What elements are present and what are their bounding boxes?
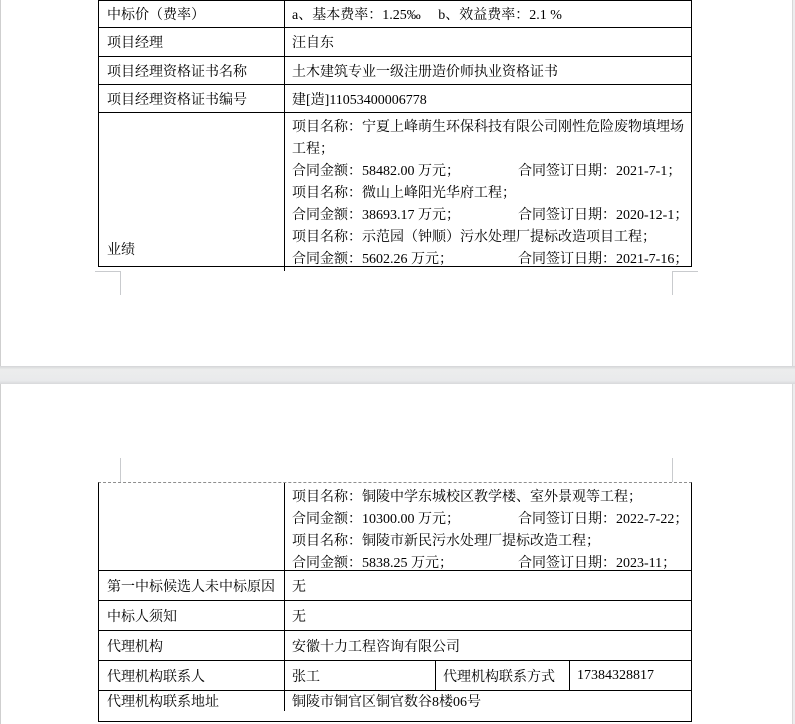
row-label: 中标价（费率） <box>99 1 285 27</box>
address-row <box>99 691 691 711</box>
performance-entries <box>285 483 692 570</box>
performance-line: 项目名称：示范园（钟顺）污水处理厂提标改造项目工程； <box>292 230 656 245</box>
contract-amount: 合同金额：5602.26 万元； <box>292 252 453 267</box>
row-value: 汪自东 <box>292 36 334 51</box>
performance-line: 项目名称：微山上峰阳光华府工程； <box>292 186 516 201</box>
table-row <box>99 57 691 85</box>
table-row <box>99 601 691 631</box>
performance-line: 项目名称：宁夏上峰萌生环保科技有限公司刚性危险废物填埋场 <box>292 120 684 135</box>
row-value: 土木建筑专业一级注册造价师执业资格证书 <box>292 64 558 80</box>
performance-line <box>292 509 688 531</box>
contract-amount: 合同金额：58482.00 万元； <box>292 164 460 179</box>
row-label: 代理机构 <box>99 631 285 660</box>
row-label: 代理机构联系方式 <box>436 661 570 690</box>
performance-row-continued <box>99 483 691 571</box>
table-row <box>99 28 691 57</box>
row-label-empty <box>99 483 285 570</box>
performance-line <box>292 161 688 183</box>
contract-amount: 合同金额：10300.00 万元； <box>292 512 460 527</box>
row-value: 铜陵市铜官区铜官数谷8楼06号 <box>292 695 481 710</box>
performance-line: 项目名称：铜陵中学东城校区教学楼、室外景观等工程； <box>292 490 642 505</box>
table-row <box>99 631 691 661</box>
contract-date: 合同签订日期：2021-7-1； <box>518 164 682 179</box>
row-label: 代理机构联系地址 <box>99 691 285 711</box>
table-row <box>99 571 691 601</box>
margin-corner-mark <box>120 458 121 482</box>
row-label: 第一中标候选人未中标原因 <box>99 571 285 600</box>
row-label: 业绩 <box>99 113 285 271</box>
row-label: 中标人须知 <box>99 601 285 630</box>
contact-name: 张工 <box>285 661 436 690</box>
contract-amount: 合同金额：5838.25 万元； <box>292 556 453 571</box>
table-row <box>99 85 691 113</box>
margin-corner-mark <box>120 271 121 295</box>
contact-row <box>99 661 691 691</box>
performance-row <box>99 113 691 271</box>
row-value: 无 <box>292 579 306 595</box>
performance-line: 项目名称：铜陵市新民污水处理厂提标改造工程； <box>292 534 600 549</box>
performance-line <box>292 205 688 227</box>
contract-date: 合同签订日期：2023-11； <box>518 556 677 571</box>
contract-amount: 合同金额：38693.17 万元； <box>292 208 460 223</box>
row-label: 代理机构联系人 <box>99 661 285 690</box>
margin-corner-mark <box>672 271 673 295</box>
margin-corner-mark <box>95 271 121 272</box>
performance-entries <box>285 113 692 271</box>
margin-corner-mark <box>672 458 673 482</box>
contract-date: 合同签订日期：2022-7-22； <box>518 512 689 527</box>
row-label: 项目经理资格证书名称 <box>99 57 285 84</box>
margin-corner-mark <box>672 271 698 272</box>
row-value: 安徽十力工程咨询有限公司 <box>292 639 460 655</box>
row-value: 无 <box>292 609 306 625</box>
row-label: 项目经理 <box>99 28 285 56</box>
row-label: 项目经理资格证书编号 <box>99 85 285 112</box>
contact-phone: 17384328817 <box>577 667 654 683</box>
contract-date: 合同签订日期：2021-7-16； <box>518 252 689 267</box>
contract-date: 合同签订日期：2020-12-1； <box>518 208 689 223</box>
performance-line <box>292 249 688 271</box>
row-value: a、基本费率：1.25‰ b、效益费率：2.1 % <box>292 8 562 23</box>
page-gap <box>0 366 795 384</box>
award-table-page1 <box>98 0 692 267</box>
award-table-page2 <box>98 482 692 722</box>
table-row <box>99 1 691 28</box>
performance-line: 工程； <box>292 142 334 157</box>
row-value: 建[造]11053400006778 <box>292 92 427 108</box>
